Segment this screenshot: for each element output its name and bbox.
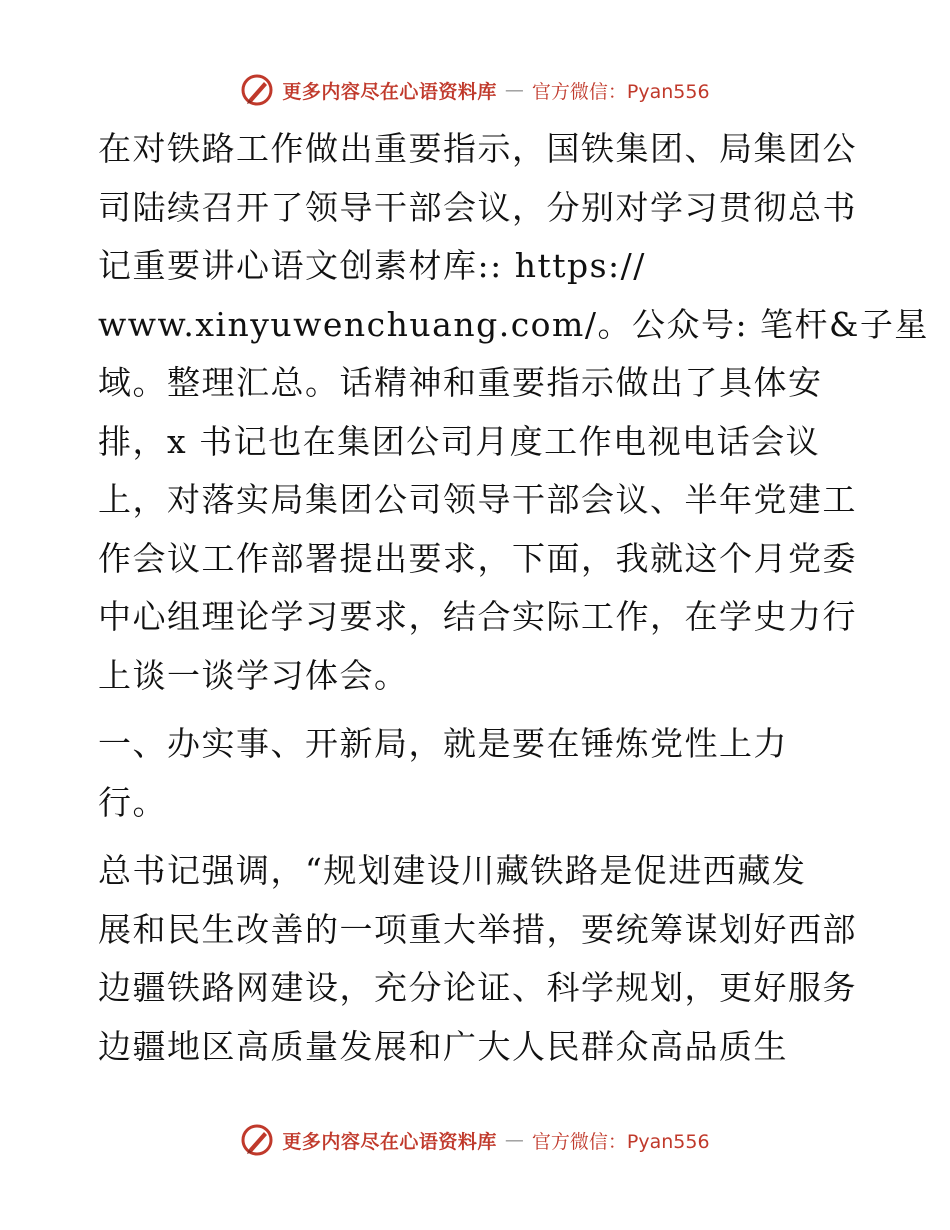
- text-line: 边疆地区高质量发展和广大人民群众高品质生: [98, 1026, 788, 1066]
- footer-banner: [0, 1120, 950, 1160]
- footer-wechat-text: 官方微信：Pyan556: [531, 1130, 710, 1153]
- footer-brand-text: 更多内容尽在心语资料库: [282, 1130, 497, 1153]
- text-line: www.xinyuwenchuang.com/。公众号: 笔杆&子星: [98, 304, 929, 344]
- text-line: 在对铁路工作做出重要指示，国铁集团、局集团公: [98, 129, 857, 168]
- heading-line: 行。: [98, 782, 167, 822]
- text-line: 作会议工作部署提出要求，下面，我就这个月党委: [98, 538, 857, 578]
- text-line: 总书记强调，“规划建设川藏铁路是促进西藏发: [98, 851, 807, 890]
- header-wechat-text: 官方微信：Pyan556: [531, 80, 710, 103]
- header-banner: [0, 70, 950, 110]
- header-brand-text: 更多内容尽在心语资料库: [282, 80, 497, 103]
- text-line: 展和民生改善的一项重大举措，要统筹谋划好西部: [98, 909, 857, 949]
- heading-line: 一、办实事、开新局，就是要在锤炼党性上力: [98, 724, 788, 763]
- text-line: 上，对落实局集团公司领导干部会议、半年党建工: [98, 480, 857, 519]
- footer-separator: —: [504, 1129, 524, 1151]
- text-line: 司陆续召开了领导干部会议，分别对学习贯彻总书: [98, 187, 857, 227]
- text-line: 上谈一谈学习体会。: [98, 655, 409, 695]
- paragraph-1: [98, 120, 929, 705]
- text-line: 域。整理汇总。话精神和重要指示做出了具体安: [98, 363, 823, 402]
- document-body: [98, 120, 929, 1076]
- section-heading-1: [98, 715, 858, 832]
- text-line: 排，x 书记也在集团公司月度工作电视电话会议: [98, 421, 821, 461]
- header-separator: —: [504, 79, 524, 101]
- pen-logo-icon: [240, 1123, 274, 1157]
- text-line: 中心组理论学习要求，结合实际工作，在学史力行: [98, 597, 857, 636]
- text-line: 记重要讲心语文创素材库:: https://: [98, 246, 646, 285]
- pen-logo-icon: [240, 73, 274, 107]
- text-line: 边疆铁路网建设，充分论证、科学规划，更好服务: [98, 968, 857, 1007]
- paragraph-2: [98, 842, 858, 1076]
